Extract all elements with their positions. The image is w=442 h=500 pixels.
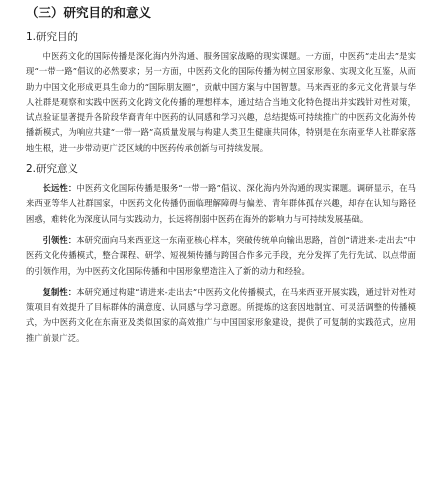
significance-lead-longterm: 长远性： xyxy=(42,183,77,194)
significance-lead-leading: 引领性： xyxy=(42,234,77,245)
significance-item-longterm xyxy=(26,181,416,227)
research-purpose-heading: 1.研究目的 xyxy=(26,31,79,43)
section-title: （三）研究目的和意义 xyxy=(26,5,152,20)
significance-item-replicable xyxy=(26,285,416,346)
significance-text-longterm: 中医药文化国际传播是服务“一带一路”倡议、深化海内外沟通的现实课题。调研显示，在马来西亚等华人社群国家，中医药文化传播仍面临理解障碍与偏差、青年群体孤存兴趣，却存在认知与路径困惑，难转化为深度认同与实践动力，长远将削弱中医药在海外的影响力与可持续发展基础。 xyxy=(26,183,417,224)
research-purpose-paragraph: 中医药文化的国际传播是深化海内外沟通、服务国家战略的现实课题。一方面，中医药“走出去”是实现“一带一路”倡议的必然要求；另一方面，中医药文化的国际传播为树立国家形象、实现文化互鉴，从而助力中国文化形成更具生命力的“国际朋友圈”，贡献中国方案与中国智慧。马来西亚的多元文化背景与华人社群是观察和实践中医药文化跨文化传播的理想样本，通过结合当地文化特色提出并实践针对性对策，试点验证显著提升各阶段华裔青年中医药的认同感和学习兴趣，总结提炼可持续推广的中医药文化海外传播新模式，为响应共建“一带一路”高质量发展与构建人类卫生健康共同体，特别是在东南亚华人社群家落地生根，进一步带动更广泛区域的中医药传承创新与可持续发展。 xyxy=(26,51,416,153)
significance-item-leading xyxy=(26,233,416,279)
research-significance-heading: 2.研究意义 xyxy=(26,163,79,176)
significance-text-leading: 本研究面向马来西亚这一东南亚核心样本，突破传统单向输出思路，首创“请进来-走出去”中医药文化传播模式，整合课程、研学、短视频传播与跨国合作多元手段，充分发挥了先行先试、以点带面的引领作用，为中医药文化国际传播和中国形象塑造注入了新的动力和经验。 xyxy=(26,234,417,276)
significance-text-replicable: 本研究通过构建“请进来-走出去”中医药文化传播模式，在马来西亚开展实践，通过针对性对策项目有效提升了目标群体的满意度、认同感与学习意愿。所提炼的这套因地制宜、可灵活调整的传播模式，为中医药文化在东南亚及类似国家的高效推广与中国国家形象建设，提供了可复制的实践范式，应用推广前景广泛。 xyxy=(26,286,417,343)
significance-lead-replicable: 复制性： xyxy=(42,286,77,297)
